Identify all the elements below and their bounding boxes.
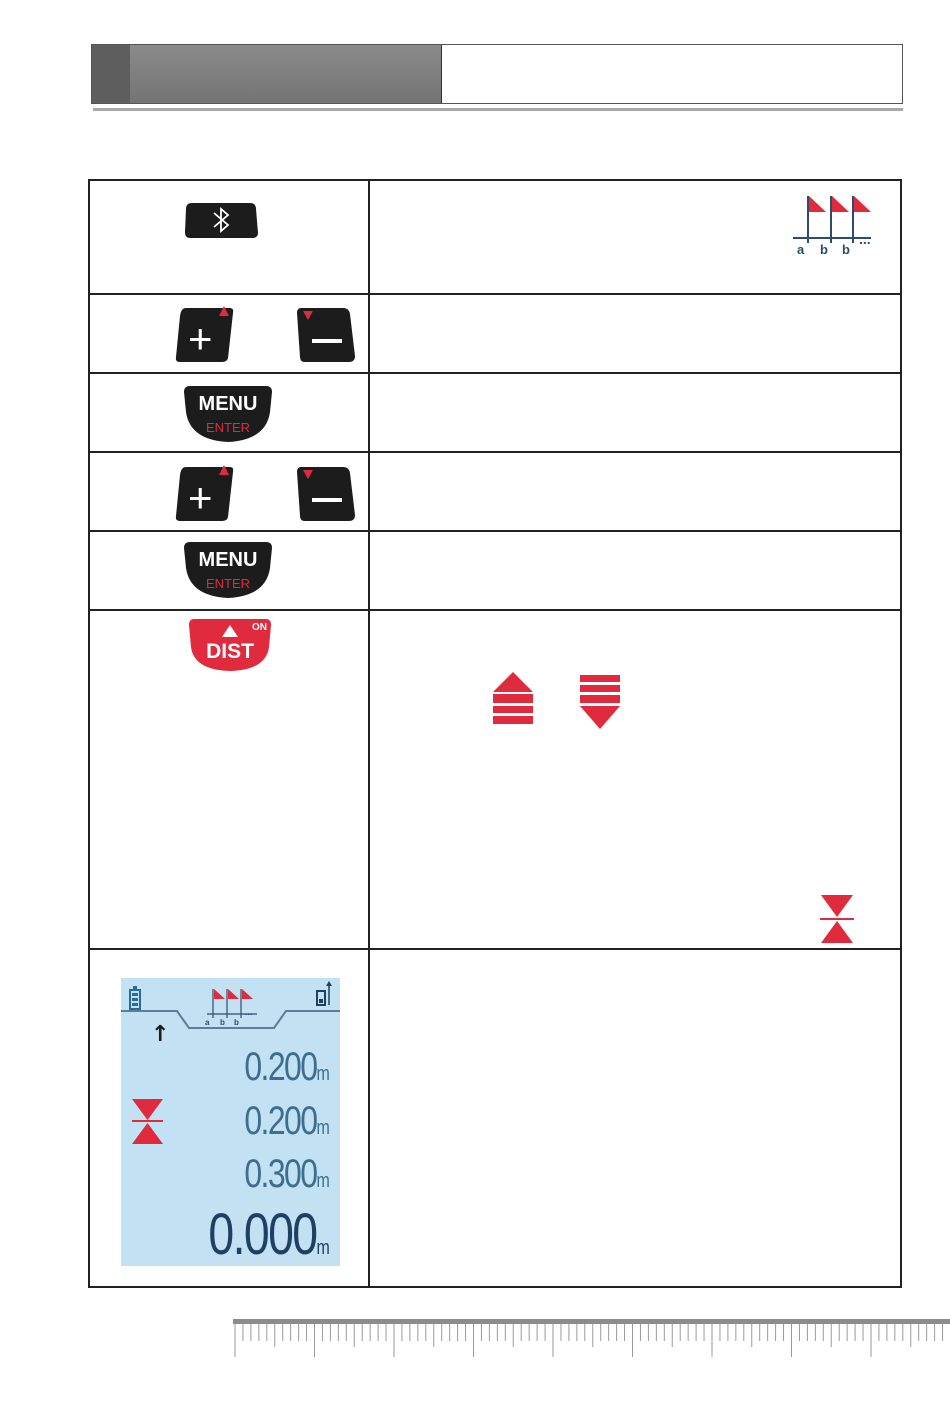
rear-reference-icon <box>317 981 332 1005</box>
hourglass-icon <box>820 895 854 943</box>
row-divider <box>90 293 900 295</box>
lcd-stakeout-label-b: b <box>234 1018 239 1027</box>
lcd-direction-arrow: ↑ <box>151 1022 170 1047</box>
move-down-indicator-icon <box>578 675 622 731</box>
ruler-scale <box>233 1319 950 1359</box>
header-tab-dark <box>92 45 131 103</box>
lcd-display <box>121 978 340 1266</box>
header-tab-grey <box>130 45 442 103</box>
menu-enter-button[interactable] <box>182 540 274 600</box>
plus-symbol: + <box>188 315 213 362</box>
on-label: ON <box>252 622 267 633</box>
menu-label: MENU <box>198 549 258 571</box>
move-up-indicator-icon <box>492 672 534 728</box>
header-rule <box>93 108 903 111</box>
enter-label: ENTER <box>205 420 251 435</box>
lcd-hourglass-icon <box>132 1099 163 1144</box>
row-divider <box>90 609 900 611</box>
lcd-reading-main: 0.000m <box>208 1202 330 1267</box>
stakeout-label-b: b <box>842 242 850 257</box>
instruction-table <box>88 179 902 1288</box>
enter-label: ENTER <box>205 576 251 591</box>
dist-label: DIST <box>206 640 254 663</box>
minus-button[interactable] <box>295 306 357 364</box>
minus-symbol <box>312 498 342 502</box>
lcd-reading-3: 0.300m <box>244 1152 330 1196</box>
plus-button[interactable] <box>174 304 236 364</box>
page-header-bar <box>91 44 903 104</box>
lcd-reading-2: 0.200m <box>244 1099 330 1143</box>
stakeout-mode-icon <box>789 188 884 258</box>
minus-symbol <box>312 339 342 343</box>
lcd-stakeout-label-b: b <box>220 1018 225 1027</box>
row-divider <box>90 372 900 374</box>
menu-label: MENU <box>198 393 258 415</box>
lcd-stakeout-label-a: a <box>205 1018 210 1027</box>
plus-symbol: + <box>188 474 213 521</box>
lcd-stakeout-ellipsis: ... <box>245 1007 253 1017</box>
minus-button[interactable] <box>295 465 357 523</box>
row-divider <box>90 948 900 950</box>
row-divider <box>90 451 900 453</box>
row-divider <box>90 530 900 532</box>
stakeout-label-a: a <box>797 242 805 257</box>
stakeout-ellipsis: ... <box>859 231 871 247</box>
lcd-reading-1: 0.200m <box>244 1045 330 1089</box>
menu-enter-button[interactable] <box>182 384 274 444</box>
plus-button[interactable] <box>174 463 236 523</box>
stakeout-mode-icon <box>205 989 257 1027</box>
bluetooth-button[interactable] <box>184 201 258 239</box>
dist-on-button[interactable] <box>188 617 272 673</box>
battery-icon <box>130 986 140 1009</box>
stakeout-label-b: b <box>820 242 828 257</box>
column-divider <box>368 181 370 1286</box>
